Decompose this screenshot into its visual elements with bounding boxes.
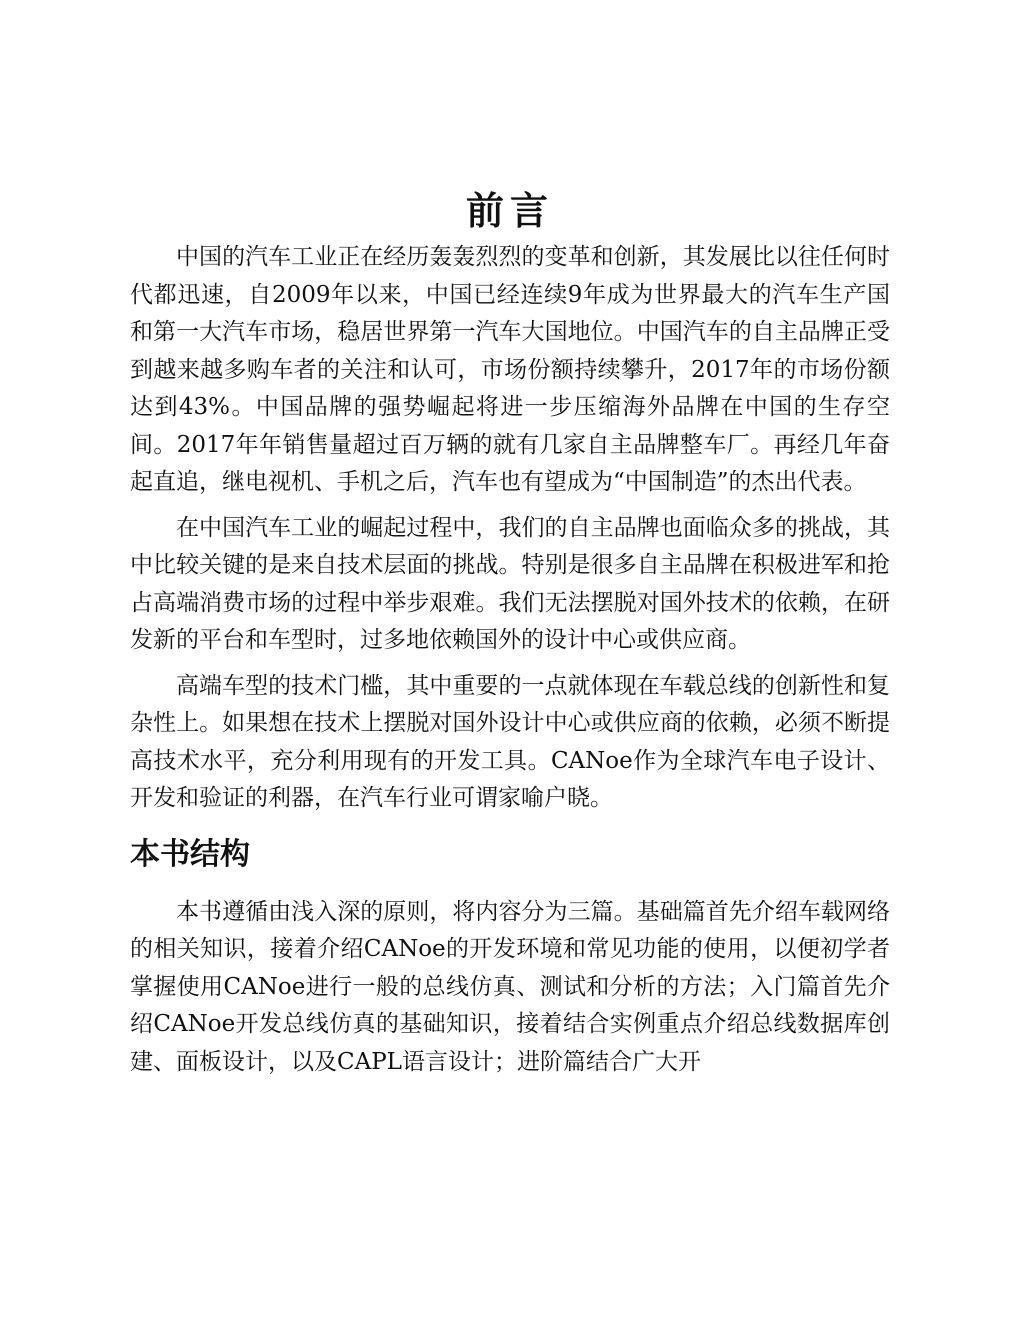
- preface-paragraph-2: 在中国汽车工业的崛起过程中，我们的自主品牌也面临众多的挑战，其中比较关键的是来自技术层面的挑战。特别是很多自主品牌在积极进军和抢占高端消费市场的过程中举步艰难。我们无法摆脱对国外技术的依赖，在研发新的平台和车型时，过多地依赖国外的设计中心或供应商。: [130, 514, 890, 653]
- document-page: [130, 185, 890, 1089]
- section-heading: 本书结构: [130, 836, 250, 872]
- page-title: 前言: [465, 189, 554, 233]
- section-paragraph: 本书遵循由浅入深的原则，将内容分为三篇。基础篇首先介绍车载网络的相关知识，接着介绍CANoe的开发环境和常见功能的使用，以便初学者掌握使用CANoe进行一般的总线仿真、测试和分析的方法；入门篇首先介绍CANoe开发总线仿真的基础知识，接着结合实例重点介绍总线数据库创建、面板设计，以及CAPL语言设计；进阶篇结合广大开: [130, 898, 890, 1075]
- preface-paragraph-3: 高端车型的技术门槛，其中重要的一点就体现在车载总线的创新性和复杂性上。如果想在技术上摆脱对国外设计中心或供应商的依赖，必须不断提高技术水平，充分利用现有的开发工具。CANoe作为全球汽车电子设计、开发和验证的利器，在汽车行业可谓家喻户晓。: [130, 672, 890, 811]
- preface-paragraph-1: 中国的汽车工业正在经历轰轰烈烈的变革和创新，其发展比以往任何时代都迅速，自2009年以来，中国已经连续9年成为世界最大的汽车生产国和第一大汽车市场，稳居世界第一汽车大国地位。中国汽车的自主品牌正受到越来越多购车者的关注和认可，市场份额持续攀升，2017年的市场份额达到43%。中国品牌的强势崛起将进一步压缩海外品牌在中国的生存空间。2017年年销售量超过百万辆的就有几家自主品牌整车厂。再经几年奋起直追，继电视机、手机之后，汽车也有望成为“中国制造”的杰出代表。: [130, 244, 890, 495]
